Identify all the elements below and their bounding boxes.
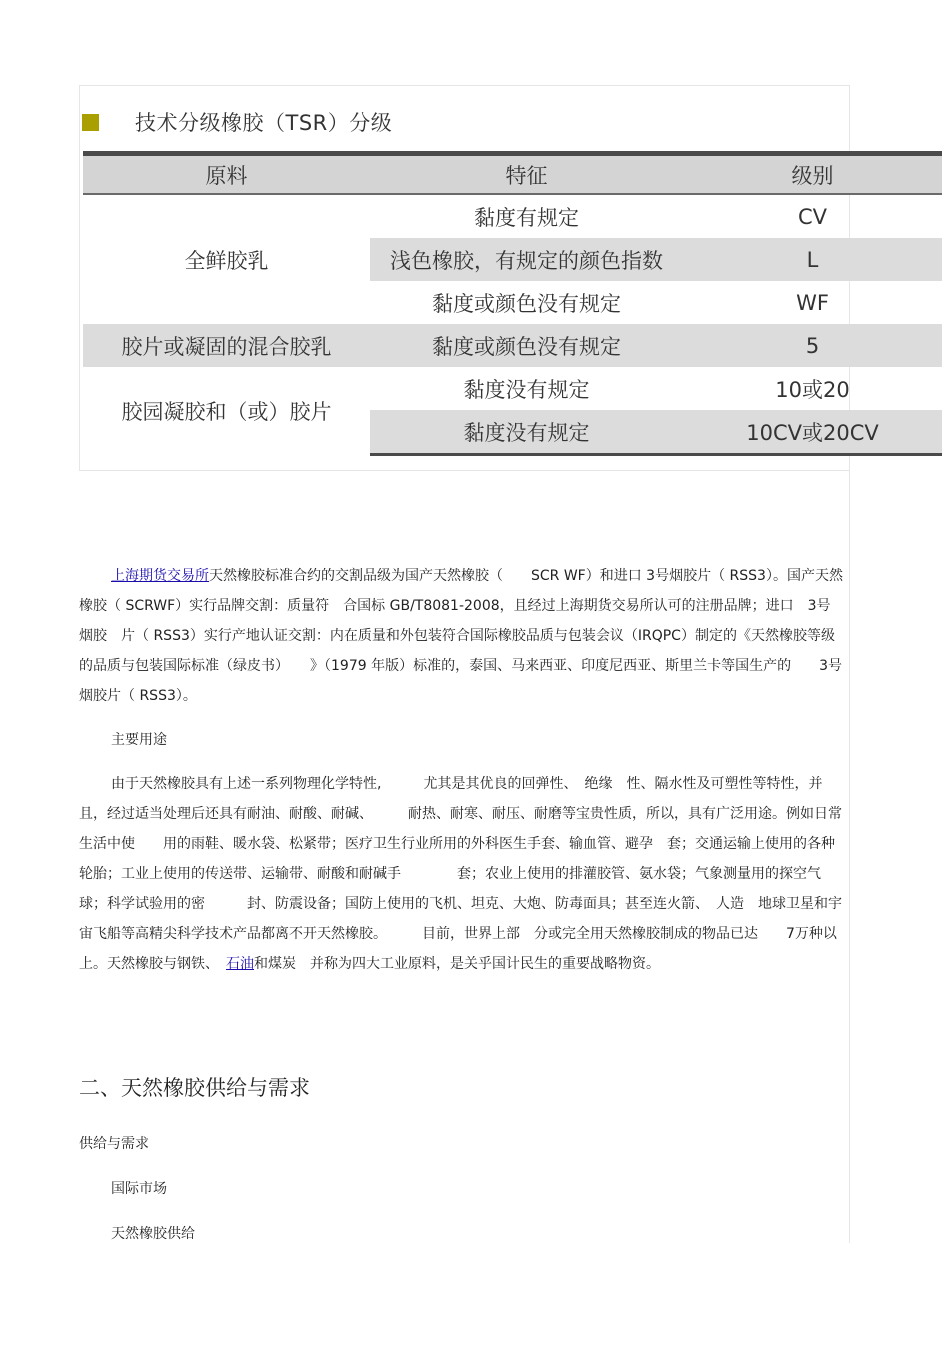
feature-cell: 黏度或颜色没有规定	[432, 291, 621, 316]
tsr-grade-table	[83, 151, 942, 456]
paragraph-text: 和煤炭 并称为四大工业原料，是关乎国计民生的重要战略物资。	[254, 956, 660, 972]
grade-cell: 5	[683, 324, 942, 367]
table-row	[83, 194, 942, 238]
page-frame-top	[79, 85, 850, 86]
table-row	[83, 367, 942, 410]
grade-cell: 10CV或20CV	[683, 410, 942, 455]
feature-cell: 浅色橡胶，有规定的颜色指数	[370, 238, 683, 281]
header-material: 原料	[83, 154, 370, 195]
grade-cell: CV	[797, 204, 828, 229]
paragraph-text: 由于天然橡胶具有上述一系列物理化学特性, 尤其是其优良的回弹性、 绝缘 性、隔水性及可塑性等特性，并且，经过适当处理后还具有耐油、耐酸、耐碱、 耐热、耐寒、耐压、耐磨等宝贵性质，所以，具有广泛用途。例如日常生活中使 用的雨鞋、暖水袋、松紧带；医疗卫生行业所用的外科医生手套、输血管、避孕 套；交通运输上使用的各种轮胎；工业上使用的传送带、运输带、耐酸和耐碱手 套；农业上使用的排灌胶管、氨水袋；气象测量用的探空气球；科学试验用的密 封、防震设备；国防上使用的飞机、坦克、大炮、防毒面具；甚至连火箭、 人造 地球卫星和宇宙飞船等高精尖科学技术产品都离不开天然橡胶。 目前，世界上部 分或完全用天然橡胶制成的物品已达 7万种以上。天然橡胶与钢铁、	[79, 776, 842, 972]
page-frame-divider	[79, 470, 850, 471]
material-cell: 胶片或凝固的混合胶乳	[83, 324, 370, 367]
main-uses-heading: 主要用途	[111, 732, 167, 748]
grade-cell: 10或20	[775, 377, 850, 402]
material-cell: 全鲜胶乳	[184, 248, 269, 273]
feature-cell: 黏度没有规定	[370, 410, 683, 455]
link-shanghai-futures-exchange[interactable]: 上海期货交易所	[111, 568, 209, 584]
header-feature: 特征	[370, 154, 683, 195]
section-title: 二、天然橡胶供给与需求	[79, 1076, 310, 1100]
grade-cell: L	[683, 238, 942, 281]
subheading-international-market: 国际市场	[111, 1181, 167, 1197]
header-grade: 级别	[683, 154, 942, 195]
feature-cell: 黏度没有规定	[463, 377, 590, 402]
subheading-supply-demand: 供给与需求	[79, 1136, 149, 1152]
paragraph-delivery-grades	[79, 561, 844, 711]
paragraph-text: 天然橡胶标准合约的交割品级为国产天然橡胶（ SCR WF）和进口 3号烟胶片（ RSS3）。国产天然橡胶（ SCRWF）实行品牌交割：质量符 合国标 GB/T8081-2008，且经过上海期货交易所认可的注册品牌；进口 3号烟胶 片（ RSS3）实行产地认证交割：内在质量和外包装符合国际橡胶品质与包装会议（IRQPC）制定的《天然橡胶等级的品质与包装国际标准（绿皮书） 》（1979 年版）标准的，泰国、马来西亚、印度尼西亚、斯里兰卡等国生产的 3号烟胶片（ RSS3）。	[79, 568, 843, 704]
table-row	[83, 324, 942, 367]
tsr-heading	[82, 105, 392, 139]
tsr-grade-figure	[80, 97, 942, 469]
tsr-title: 技术分级橡胶（TSR）分级	[135, 111, 393, 135]
paragraph-main-uses	[79, 769, 844, 979]
feature-cell: 黏度有规定	[474, 205, 579, 230]
material-cell: 胶园凝胶和（或）胶片	[121, 399, 332, 424]
table-header-row	[83, 154, 942, 195]
link-petroleum[interactable]: 石油	[226, 956, 254, 972]
grade-cell: WF	[796, 290, 829, 315]
subheading-natural-rubber-supply: 天然橡胶供给	[111, 1226, 195, 1242]
square-bullet-icon	[82, 114, 99, 131]
feature-cell: 黏度或颜色没有规定	[370, 324, 683, 367]
